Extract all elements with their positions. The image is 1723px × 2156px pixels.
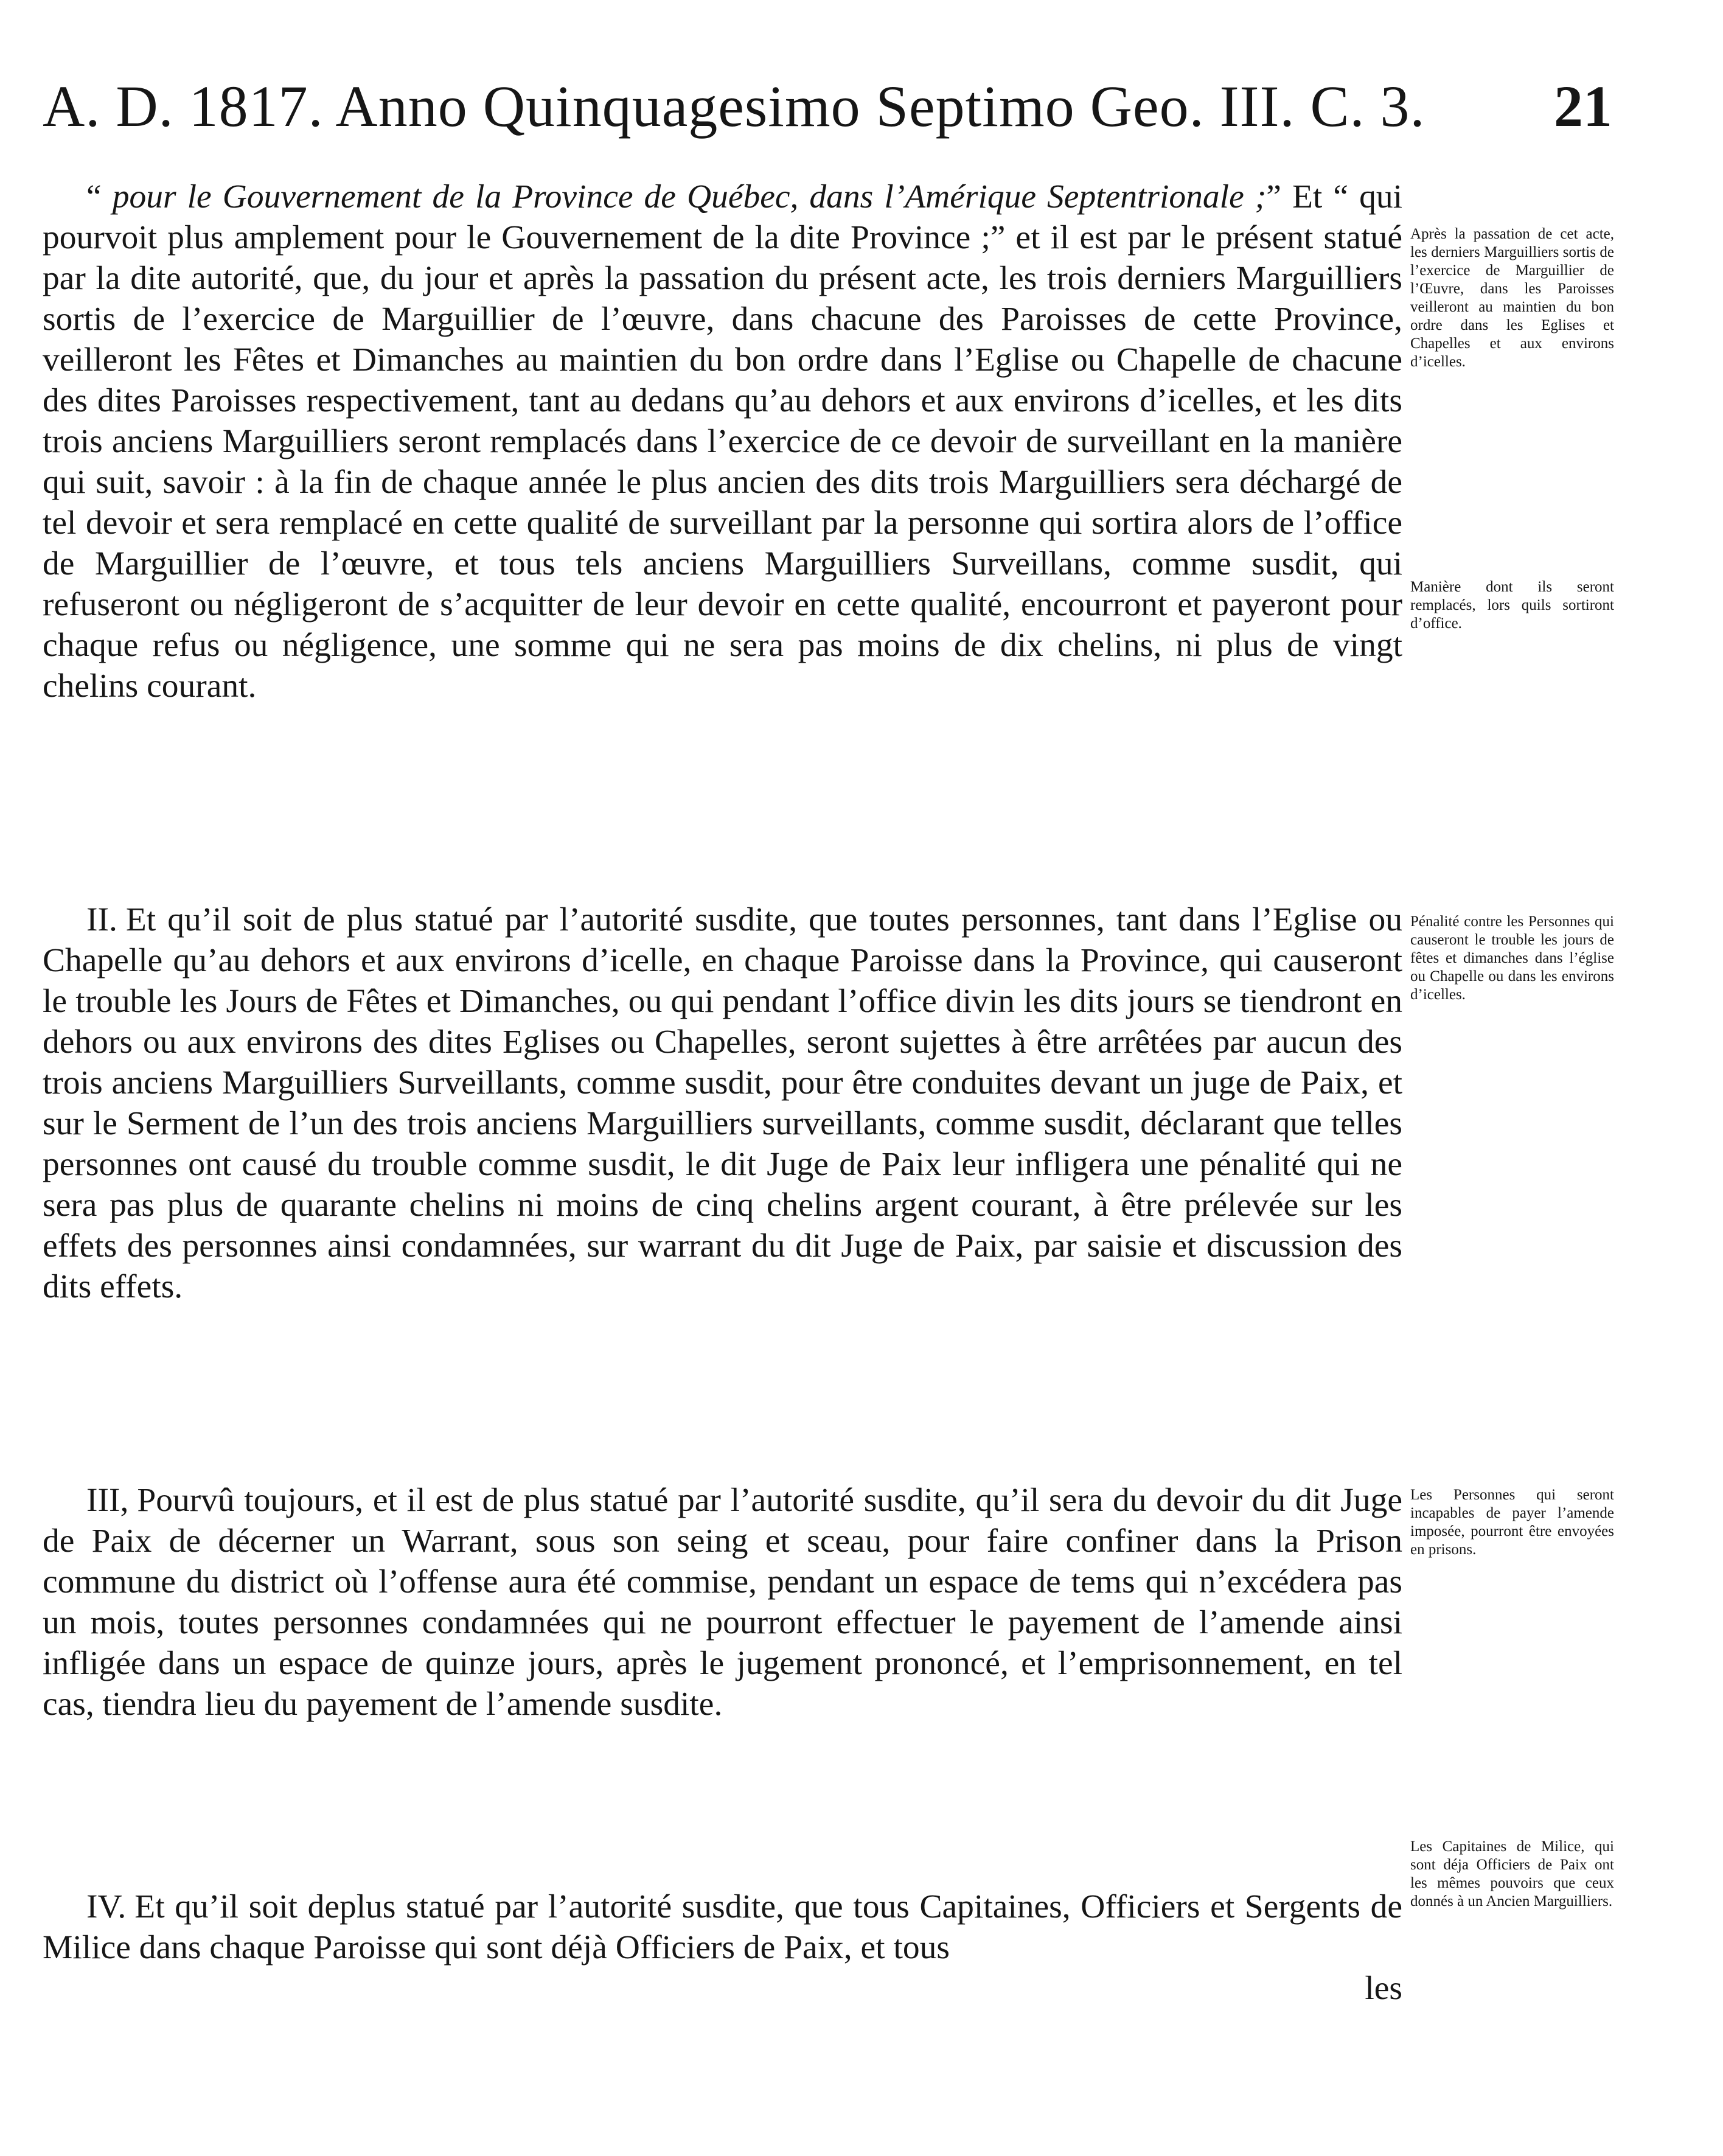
section-numeral: III, bbox=[86, 1482, 129, 1519]
running-header bbox=[43, 70, 1612, 143]
margin-note-text: Les Personnes qui seront incapables de payer l’amende imposée, pourront être envoyées en prisons. bbox=[1410, 1487, 1614, 1558]
section-2-paragraph bbox=[43, 899, 1402, 1307]
catchword: les bbox=[1365, 1970, 1402, 2007]
section-numeral: IV. bbox=[86, 1888, 127, 1925]
italic-title-quote: pour le Gouvernement de la Province de Québec, dans l’Amérique Septentrionale ; bbox=[112, 178, 1267, 215]
section-1-text: ” Et “ qui pourvoit plus amplement pour le Gouvernement de la dite Province ;” et il est par le présent statué par la dite autorité, que, du jour et après la passation du présent acte, les trois derniers Marguilliers sortis de l’exercice de Marguillier de l’œuvre, dans chacune des Paroisses de cette Province, veilleront les Fêtes et Dimanches au maintien du bon ordre dans l’Eglise ou Chapelle de chacune des dites Paroisses respectivement, tant au dedans qu’au dehors et aux environs d’icelles, et les dits trois anciens Marguilliers seront remplacés dans l’exercice de ce devoir de surveillant en la manière qui suit, savoir : à la fin de chaque année le plus ancien des dits trois Marguilliers sera déchargé de tel devoir et sera remplacé en cette qualité de surveillant par la personne qui sortira alors de l’office de Marguillier de l’œuvre, et tous tels anciens Marguilliers Surveillans, comme susdit, qui refuseront ou négligeront de s’acquitter de leur devoir en cette qualité, encourront et payeront pour chaque refus ou négligence, une somme qui ne sera pas moins de dix chelins, ni plus de vingt chelins courant. bbox=[43, 178, 1403, 705]
section-numeral: II. bbox=[86, 901, 117, 938]
section-4-paragraph bbox=[43, 1886, 1402, 2009]
page-number: 21 bbox=[1554, 74, 1612, 139]
quote-mark: “ bbox=[86, 178, 102, 215]
margin-note-text: Manière dont ils seront remplacés, lors quils sortiront d’office. bbox=[1410, 579, 1614, 632]
section-3-text: Pourvû toujours, et il est de plus statué par l’autorité susdite, qu’il sera du devoir du dit Juge de Paix de décerner un Warrant, sous son seing et sceau, pour faire confiner dans la Prison commune du district où l’offense aura été commise, pendant un espace de tems qui n’excédera pas un mois, toutes personnes condamnées qui ne pourront effectuer le payement de l’amende ainsi infligée dans un espace de quinze jours, après le jugement prononcé, et l’emprisonnement, en tel cas, tiendra lieu du payement de l’amende susdite. bbox=[43, 1482, 1402, 1723]
margin-note bbox=[1410, 1486, 1614, 1559]
margin-note bbox=[1410, 913, 1614, 1004]
margin-note bbox=[1410, 1838, 1614, 1911]
margin-note bbox=[1410, 578, 1614, 633]
margin-note-text: Les Capitaines de Milice, qui sont déja Officiers de Paix ont les mêmes pouvoirs que ceux donnés à un Ancien Marguilliers. bbox=[1410, 1838, 1614, 1910]
section-2-text: Et qu’il soit de plus statué par l’autorité susdite, que toutes personnes, tant dans l’Eglise ou Chapelle qu’au dehors et aux environs d’icelle, en chaque Paroisse dans la Province, qui causeront le trouble les Jours de Fêtes et Dimanches, ou qui pendant l’office divin les dits jours se tiendront en dehors ou aux environs des dites Eglises ou Chapelles, seront sujettes à être arrêtées par aucun des trois anciens Marguilliers Surveillants, comme susdit, pour être conduites devant un juge de Paix, et sur le Serment de l’un des trois anciens Marguilliers surveillants, comme susdit, déclarant que telles personnes ont causé du trouble comme susdit, le dit Juge de Paix leur infligera une pénalité qui ne sera pas plus de quarante chelins ni moins de cinq chelins argent courant, à être prélevée sur les effets des personnes ainsi condamnées, sur warrant du dit Juge de Paix, par saisie et discussion des dits effets. bbox=[43, 901, 1402, 1305]
section-1-block bbox=[43, 176, 1402, 706]
section-3-paragraph bbox=[43, 1480, 1402, 1725]
margin-note-text: Après la passation de cet acte, les derniers Marguilliers sortis de l’exercice de Marguillier de l’Œuvre, dans les Paroisses veilleront au maintien du bon ordre dans les Eglises et Chapelles et aux environs d’icelles. bbox=[1410, 226, 1614, 370]
section-1-paragraph bbox=[43, 176, 1402, 706]
header-title: A. D. 1817. Anno Quinquagesimo Septimo Geo. III. C. 3. bbox=[43, 74, 1425, 139]
section-2-block bbox=[43, 899, 1402, 1307]
section-4-block bbox=[43, 1886, 1402, 2009]
margin-note-text: Pénalité contre les Personnes qui causeront le trouble les jours de fêtes et dimanches dans l’église ou Chapelle ou dans les environs d’icelles. bbox=[1410, 913, 1614, 1003]
section-4-text: Et qu’il soit deplus statué par l’autorité susdite, que tous Capitaines, Officiers et Sergents de Milice dans chaque Paroisse qui sont déjà Officiers de Paix, et tous bbox=[43, 1888, 1402, 1966]
section-3-block bbox=[43, 1480, 1402, 1725]
margin-note bbox=[1410, 225, 1614, 371]
